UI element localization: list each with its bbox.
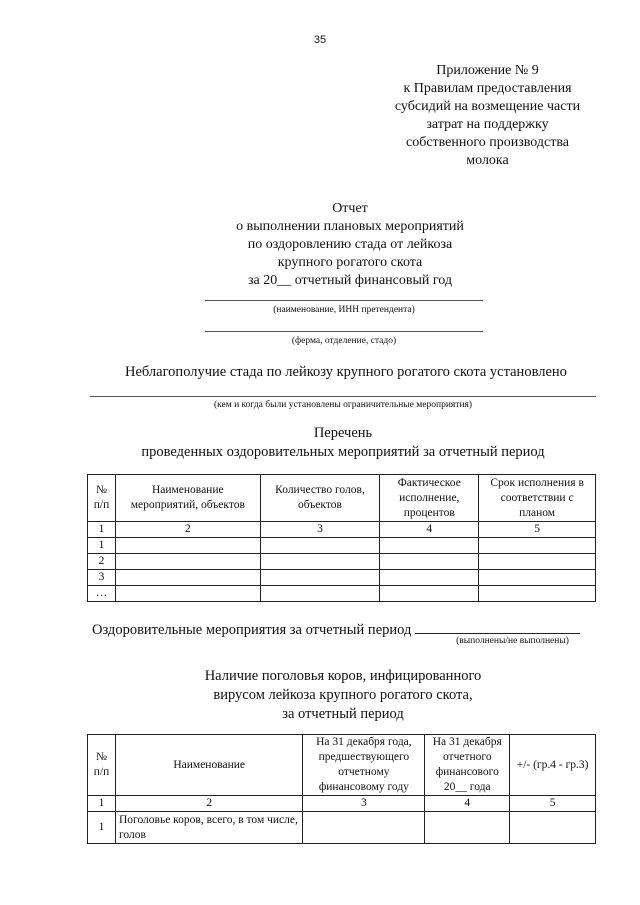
empty-cell xyxy=(380,554,479,570)
column-number-row xyxy=(88,796,596,812)
applicant-caption: (наименование, ИНН претендента) xyxy=(273,305,415,315)
empty-cell xyxy=(425,812,510,844)
header-cell: На 31 декабря года, предшествующего отчетному финансовому году xyxy=(303,735,425,796)
page-number: 35 xyxy=(313,34,327,46)
empty-cell xyxy=(115,538,260,554)
activities-table xyxy=(87,474,596,602)
empty-cell xyxy=(303,812,425,844)
empty-cell xyxy=(260,586,380,602)
column-number: 1 xyxy=(88,796,116,812)
appendix-line: молока xyxy=(466,153,509,168)
report-title-line: о выполнении плановых мероприятий xyxy=(236,219,464,234)
appendix-line: Приложение № 9 xyxy=(436,63,539,78)
header-cell: Фактическое исполнение, процентов xyxy=(380,475,479,522)
livestock-heading-line: вирусом лейкоза крупного рогатого скота, xyxy=(213,687,473,703)
applicant-underline xyxy=(205,300,483,301)
livestock-table xyxy=(87,734,596,844)
empty-cell xyxy=(115,570,260,586)
empty-cell xyxy=(260,538,380,554)
column-number: 1 xyxy=(88,522,116,538)
list-heading-line: Перечень xyxy=(313,425,373,441)
table-row xyxy=(88,538,596,554)
column-number: 5 xyxy=(510,796,596,812)
column-number: 4 xyxy=(425,796,510,812)
statement-text: Неблагополучие стада по лейкозу крупного рогатого скота установлено xyxy=(125,364,567,380)
header-cell: Наименование мероприятий, объектов xyxy=(115,475,260,522)
appendix-line: к Правилам предоставления xyxy=(403,81,572,96)
appendix-line: затрат на поддержку xyxy=(426,117,549,132)
empty-cell xyxy=(479,586,596,602)
report-title-line: Отчет xyxy=(332,201,368,216)
header-cell: № п/п xyxy=(88,475,116,522)
row-number: 3 xyxy=(88,570,116,586)
column-number-row xyxy=(88,522,596,538)
farm-caption: (ферма, отделение, стадо) xyxy=(291,336,397,346)
empty-cell xyxy=(260,570,380,586)
restrictions-caption: (кем и когда были установлены ограничительные мероприятия) xyxy=(213,400,473,410)
status-blank xyxy=(415,619,580,634)
row-name: Поголовье коров, всего, в том числе, голов xyxy=(115,812,302,844)
header-cell: Наименование xyxy=(115,735,302,796)
livestock-heading-line: за отчетный период xyxy=(282,706,404,722)
table-header-row xyxy=(88,735,596,796)
header-cell: +/- (гр.4 - гр.3) xyxy=(510,735,596,796)
row-number: 1 xyxy=(88,812,116,844)
farm-underline xyxy=(205,331,483,332)
empty-cell xyxy=(479,570,596,586)
column-number: 2 xyxy=(115,796,302,812)
column-number: 4 xyxy=(380,522,479,538)
appendix-block xyxy=(380,62,595,170)
row-number: 1 xyxy=(88,538,116,554)
column-number: 2 xyxy=(115,522,260,538)
column-number: 3 xyxy=(303,796,425,812)
empty-cell xyxy=(479,554,596,570)
column-number: 5 xyxy=(479,522,596,538)
status-caption: (выполнены/не выполнены) xyxy=(456,636,569,646)
empty-cell xyxy=(260,554,380,570)
table-row xyxy=(88,554,596,570)
appendix-line: собственного производства xyxy=(405,135,569,150)
table-row xyxy=(88,586,596,602)
restrictions-underline xyxy=(90,396,596,397)
report-title-line: по оздоровлению стада от лейкоза xyxy=(247,237,453,252)
empty-cell xyxy=(115,554,260,570)
table-row xyxy=(88,812,596,844)
row-number: … xyxy=(88,586,116,602)
empty-cell xyxy=(115,586,260,602)
empty-cell xyxy=(380,570,479,586)
list-heading xyxy=(90,424,596,462)
livestock-heading xyxy=(90,667,596,724)
report-title-line: крупного рогатого скота xyxy=(277,255,423,270)
header-cell: Количество голов, объектов xyxy=(260,475,380,522)
header-cell: № п/п xyxy=(88,735,116,796)
report-title xyxy=(150,200,550,290)
livestock-heading-line: Наличие поголовья коров, инфицированного xyxy=(204,668,482,684)
table-header-row xyxy=(88,475,596,522)
report-title-line: за 20__ отчетный финансовый год xyxy=(247,273,453,288)
header-cell: На 31 декабря отчетного финансового 20__ года xyxy=(425,735,510,796)
row-number: 2 xyxy=(88,554,116,570)
table-row xyxy=(88,570,596,586)
empty-cell xyxy=(479,538,596,554)
empty-cell xyxy=(380,586,479,602)
empty-cell xyxy=(380,538,479,554)
appendix-line: субсидий на возмещение части xyxy=(394,99,581,114)
column-number: 3 xyxy=(260,522,380,538)
list-heading-line: проведенных оздоровительных мероприятий за отчетный период xyxy=(141,444,545,460)
status-line-text: Оздоровительные мероприятия за отчетный период xyxy=(92,622,412,638)
empty-cell xyxy=(510,812,596,844)
header-cell: Срок исполнения в соответствии с планом xyxy=(479,475,596,522)
